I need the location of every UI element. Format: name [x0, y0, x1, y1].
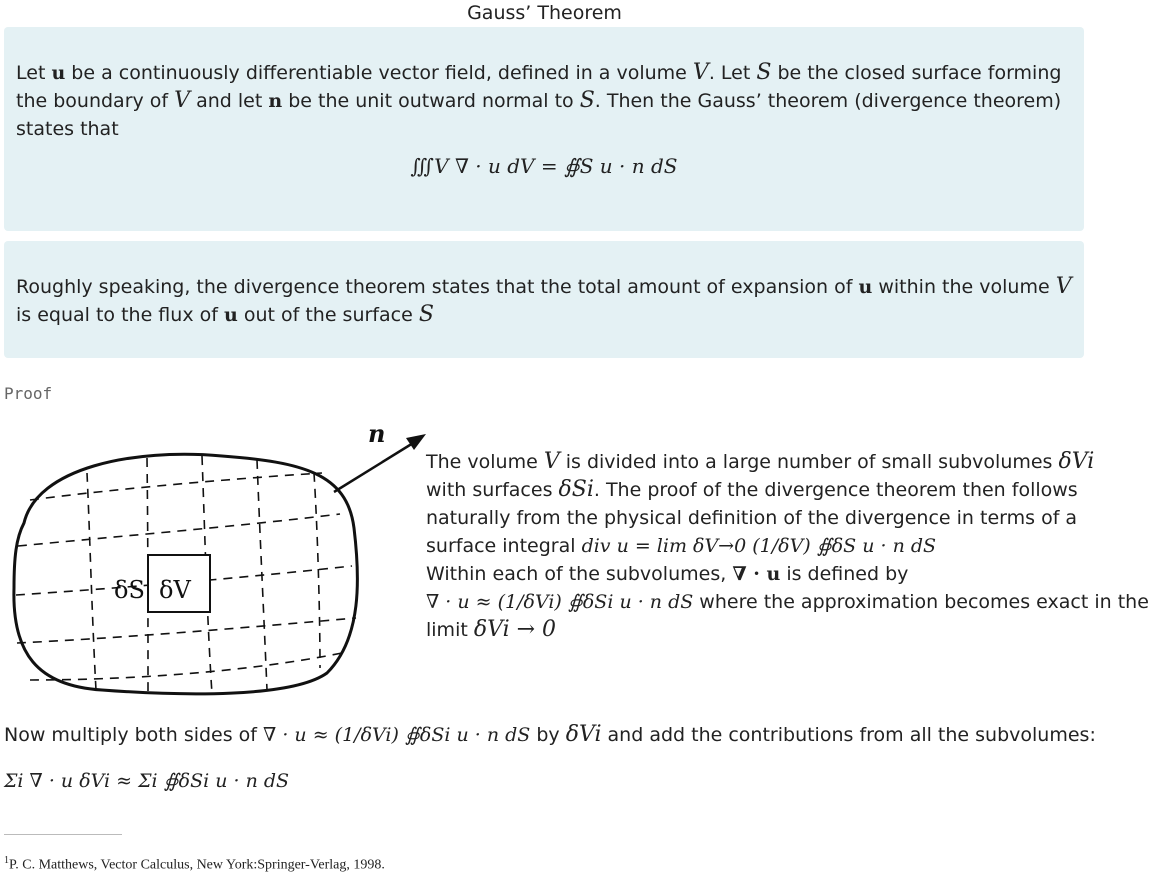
div-u-expression: ∇ · u: [732, 563, 781, 585]
limit-expression: δVi → 0: [473, 617, 557, 642]
summary-text: is equal to the flux of: [16, 304, 224, 326]
theorem-summary: [4, 241, 1084, 358]
mult-text: and add the contributions from all the subvolumes:: [601, 724, 1096, 746]
vec-u: u: [858, 276, 873, 298]
proof-text: [426, 448, 1149, 644]
proof-text-segment: surface integral: [426, 535, 582, 557]
dV-label: δV: [159, 576, 191, 604]
var-S: S: [756, 60, 772, 85]
var-V: V: [174, 88, 191, 113]
footnote-divider: [4, 834, 122, 835]
approx-equation: ∇ · u ≈ (1/δVi) ∯δSi u · n dS: [263, 724, 531, 746]
theorem-statement: [4, 27, 1084, 231]
stmt-text: Let: [16, 62, 52, 84]
gauss-equation: ∭V ∇ · u dV = ∯S u · n dS: [410, 154, 678, 178]
summary-text: within the volume: [872, 276, 1056, 298]
var-dVi: δVi: [1058, 449, 1095, 474]
footnote-text: P. C. Matthews, Vector Calculus, New York:Springer-Verlag, 1998.: [9, 857, 385, 873]
mult-text: Now multiply both sides of: [4, 724, 264, 746]
footnote-mark: 1: [4, 855, 9, 866]
vec-n: n: [268, 90, 283, 112]
normal-arrow-head: [406, 434, 426, 450]
proof-text-segment: naturally from the physical definition of the divergence in terms of a: [426, 507, 1078, 529]
summary-text: Roughly speaking, the divergence theorem states that the total amount of expansion of: [16, 276, 859, 298]
proof-label: Proof: [4, 384, 53, 403]
var-dSi: δSi: [558, 477, 594, 502]
stmt-text: . Let: [708, 62, 757, 84]
var-V: V: [692, 60, 709, 85]
mult-text: by: [530, 724, 566, 746]
var-V: V: [543, 449, 560, 474]
proof-text-segment: where the approximation becomes exact in the: [693, 591, 1149, 613]
stmt-text: be a continuously differentiable vector field, defined in a volume: [65, 62, 693, 84]
stmt-text: be the closed surface forming the boundary of: [16, 62, 1062, 112]
dS-label: δS: [114, 576, 145, 604]
var-V: V: [1055, 274, 1072, 299]
stmt-text: and let: [190, 90, 269, 112]
stmt-text: . Then the Gauss’ theorem (divergence theorem) states that: [16, 90, 1062, 140]
proof-text-segment: is defined by: [780, 563, 909, 585]
proof-text-segment: The volume: [426, 451, 544, 473]
footnote: [4, 855, 385, 874]
proof-text-segment: is divided into a large number of small subvolumes: [559, 451, 1059, 473]
page-title: Gauss’ Theorem: [467, 2, 622, 24]
summary-text: out of the surface: [237, 304, 419, 326]
subvolume-diagram: [2, 418, 422, 708]
divergence-definition-equation: div u = lim δV→0 (1/δV) ∯δS u · n dS: [581, 535, 937, 557]
proof-text-segment: Within each of the subvolumes,: [426, 563, 733, 585]
proof-text-segment: limit: [426, 619, 474, 641]
normal-label: n: [368, 419, 386, 448]
stmt-text: be the unit outward normal to: [282, 90, 580, 112]
proof-text-segment: . The proof of the divergence theorem then follows: [593, 479, 1078, 501]
var-S: S: [418, 302, 434, 327]
approx-equation: ∇ · u ≈ (1/δVi) ∯δSi u · n dS: [426, 591, 694, 613]
multiply-sentence: [4, 722, 1096, 747]
proof-text-segment: with surfaces: [426, 479, 559, 501]
vec-u: u: [51, 62, 66, 84]
var-S: S: [579, 88, 595, 113]
sum-equation: Σi ∇ · u δVi ≈ Σi ∯δSi u · n dS: [4, 770, 290, 792]
vec-u: u: [223, 304, 238, 326]
var-dVi: δVi: [565, 722, 602, 747]
